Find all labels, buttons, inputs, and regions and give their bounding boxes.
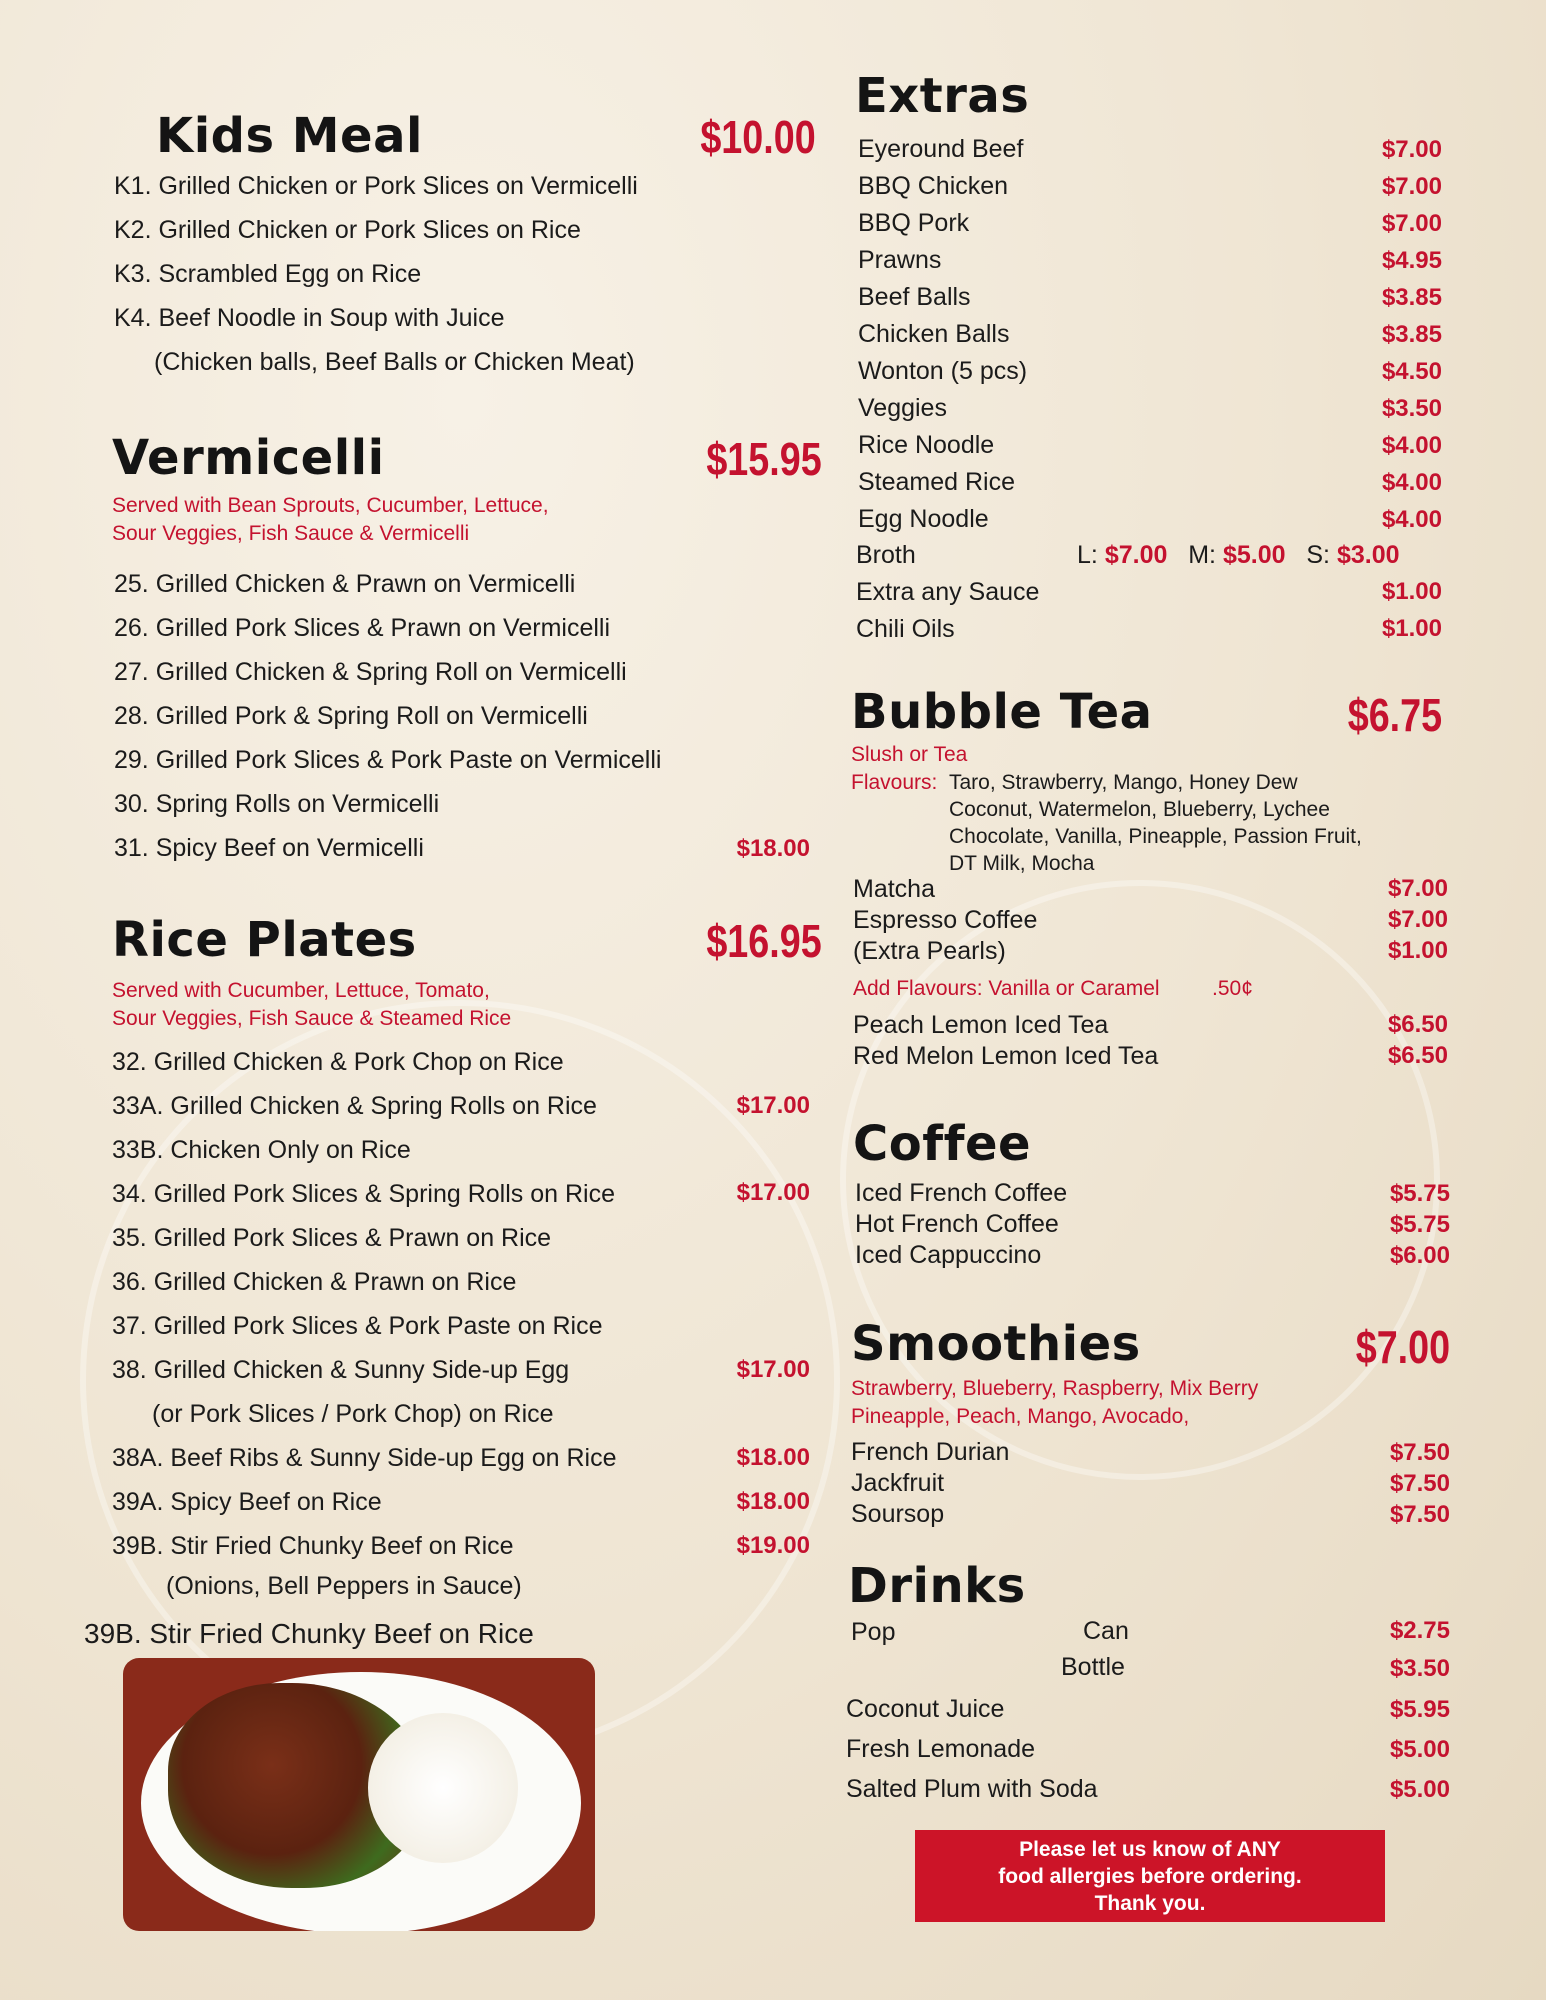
drinks-title: Drinks: [848, 1558, 1026, 1614]
broth-m-label: M:: [1188, 541, 1216, 569]
allergy-notice: [915, 1830, 1385, 1922]
kids-item: K1. Grilled Chicken or Pork Slices on Vermicelli: [114, 172, 638, 200]
bubble-tea-item-price: $1.00: [1387, 937, 1448, 964]
extras-item: Veggies: [858, 394, 947, 422]
iced-tea-item: Peach Lemon Iced Tea: [853, 1011, 1109, 1039]
rice-plate-item: 38. Grilled Chicken & Sunny Side-up Egg: [112, 1356, 570, 1384]
broth-s-label: S:: [1306, 541, 1330, 569]
kids-item: K4. Beef Noodle in Soup with Juice: [114, 304, 505, 332]
bubble-tea-subtitle: Slush or Tea: [851, 743, 968, 766]
flavour-line: Coconut, Watermelon, Blueberry, Lychee: [949, 798, 1330, 821]
rice-plate-item: 35. Grilled Pork Slices & Prawn on Rice: [112, 1224, 552, 1252]
smoothie-price: $7.50: [1389, 1439, 1450, 1466]
rice-plate-item: (Onions, Bell Peppers in Sauce): [166, 1572, 522, 1600]
broth-s-price: $3.00: [1336, 541, 1400, 569]
extras-item: Egg Noodle: [858, 505, 989, 533]
flavour-line: DT Milk, Mocha: [949, 852, 1095, 875]
flavour-line: Taro, Strawberry, Mango, Honey Dew: [949, 771, 1298, 794]
extras-item: Wonton (5 pcs): [858, 357, 1028, 385]
drinks-price: $5.00: [1389, 1776, 1450, 1803]
bubble-tea-price: $6.75: [1347, 689, 1442, 741]
extras-price: $1.00: [1381, 578, 1442, 605]
rice-plate-price: $17.00: [736, 1092, 810, 1119]
bubble-tea-title: Bubble Tea: [851, 684, 1153, 740]
flavours-label: Flavours:: [851, 771, 938, 794]
rice-plates-note: Served with Cucumber, Lettuce, Tomato,: [112, 979, 490, 1002]
extras-item: Extra any Sauce: [856, 578, 1040, 606]
bubble-tea-item: Espresso Coffee: [853, 906, 1038, 934]
extras-price: $4.00: [1381, 432, 1442, 459]
extras-price: $4.00: [1381, 506, 1442, 533]
rice-plate-item: 33A. Grilled Chicken & Spring Rolls on Rice: [112, 1092, 597, 1120]
extras-item: Chili Oils: [856, 615, 955, 643]
pop-can-price: $2.75: [1389, 1617, 1450, 1644]
rice-plates-note: Sour Veggies, Fish Sauce & Steamed Rice: [112, 1007, 512, 1030]
allergy-line: Thank you.: [1094, 1892, 1206, 1915]
broth-label: Broth: [856, 541, 916, 569]
rice-plate-item: 34. Grilled Pork Slices & Spring Rolls on Rice: [112, 1180, 615, 1208]
vermicelli-price: $15.95: [706, 433, 822, 485]
extras-item: Rice Noodle: [858, 431, 995, 459]
vermicelli-note: Sour Veggies, Fish Sauce & Vermicelli: [112, 522, 470, 545]
kids-meal-title: Kids Meal: [156, 108, 423, 164]
rice-plate-price: $18.00: [736, 1444, 810, 1471]
extras-item: Steamed Rice: [858, 468, 1016, 496]
bubble-tea-item: Matcha: [853, 875, 935, 903]
smoothie-flavours: Pineapple, Peach, Mango, Avocado,: [851, 1405, 1190, 1428]
allergy-line: food allergies before ordering.: [998, 1865, 1302, 1888]
broth-l-price: $7.00: [1104, 541, 1168, 569]
coffee-price: $5.75: [1389, 1211, 1450, 1238]
coffee-item: Iced Cappuccino: [855, 1241, 1042, 1269]
iced-tea-price: $6.50: [1387, 1042, 1448, 1069]
coffee-item: Iced French Coffee: [855, 1179, 1068, 1207]
flavour-line: Chocolate, Vanilla, Pineapple, Passion Fruit,: [949, 825, 1362, 848]
kids-item: K2. Grilled Chicken or Pork Slices on Rice: [114, 216, 581, 244]
vermicelli-note: Served with Bean Sprouts, Cucumber, Lettuce,: [112, 494, 549, 517]
vermicelli-item: 28. Grilled Pork & Spring Roll on Vermicelli: [114, 702, 588, 730]
vermicelli-item: 27. Grilled Chicken & Spring Roll on Vermicelli: [114, 658, 627, 686]
extras-price: $4.00: [1381, 469, 1442, 496]
extras-price: $4.50: [1381, 358, 1442, 385]
pop-bottle-price: $3.50: [1389, 1655, 1450, 1682]
vermicelli-item-price: $18.00: [736, 835, 810, 862]
bubble-tea-item: (Extra Pearls): [853, 937, 1006, 965]
extras-price: $4.95: [1381, 247, 1442, 274]
pop-can-label: Can: [1083, 1617, 1129, 1645]
extras-price: $3.50: [1381, 395, 1442, 422]
extras-price: $1.00: [1381, 615, 1442, 642]
smoothies-title: Smoothies: [851, 1316, 1141, 1372]
extras-price: $7.00: [1381, 173, 1442, 200]
extras-price: $7.00: [1381, 210, 1442, 237]
kids-item: K3. Scrambled Egg on Rice: [114, 260, 422, 288]
smoothie-item: French Durian: [851, 1438, 1010, 1466]
allergy-line: Please let us know of ANY: [1019, 1838, 1281, 1861]
extras-price: $3.85: [1381, 321, 1442, 348]
drinks-price: $5.00: [1389, 1736, 1450, 1763]
extras-item: Eyeround Beef: [858, 135, 1024, 163]
drinks-item: Coconut Juice: [846, 1695, 1005, 1723]
beef-on-rice-photo: [123, 1658, 595, 1931]
broth-m-price: $5.00: [1222, 541, 1286, 569]
vermicelli-title: Vermicelli: [112, 430, 385, 486]
add-flavours: Add Flavours: Vanilla or Caramel: [853, 977, 1160, 1000]
smoothie-item: Jackfruit: [851, 1469, 945, 1497]
extras-item: BBQ Pork: [858, 209, 970, 237]
vermicelli-item: 31. Spicy Beef on Vermicelli: [114, 834, 424, 862]
steamed-rice: [368, 1713, 518, 1863]
vermicelli-item: 29. Grilled Pork Slices & Pork Paste on Vermicelli: [114, 746, 662, 774]
rice-plate-item: 37. Grilled Pork Slices & Pork Paste on Rice: [112, 1312, 603, 1340]
coffee-price: $5.75: [1389, 1180, 1450, 1207]
coffee-price: $6.00: [1389, 1242, 1450, 1269]
smoothie-price: $7.50: [1389, 1470, 1450, 1497]
extras-item: Prawns: [858, 246, 942, 274]
rice-plate-price: $17.00: [736, 1356, 810, 1383]
extras-price: $7.00: [1381, 136, 1442, 163]
rice-plate-price: $19.00: [736, 1532, 810, 1559]
broth-sizes: [1077, 541, 1400, 570]
extras-item: BBQ Chicken: [858, 172, 1009, 200]
bubble-tea-item-price: $7.00: [1387, 906, 1448, 933]
rice-plate-item: 39A. Spicy Beef on Rice: [112, 1488, 382, 1516]
rice-plate-item: 39B. Stir Fried Chunky Beef on Rice: [112, 1532, 514, 1560]
pop-bottle-label: Bottle: [1061, 1653, 1125, 1681]
vermicelli-item: 25. Grilled Chicken & Prawn on Vermicelli: [114, 570, 576, 598]
iced-tea-item: Red Melon Lemon Iced Tea: [853, 1042, 1159, 1070]
rice-plate-item: 32. Grilled Chicken & Pork Chop on Rice: [112, 1048, 564, 1076]
rice-plate-item: 33B. Chicken Only on Rice: [112, 1136, 411, 1164]
rice-plate-item: 38A. Beef Ribs & Sunny Side-up Egg on Rice: [112, 1444, 617, 1472]
kids-item: (Chicken balls, Beef Balls or Chicken Meat): [154, 348, 635, 376]
coffee-item: Hot French Coffee: [855, 1210, 1059, 1238]
drinks-item: Salted Plum with Soda: [846, 1775, 1098, 1803]
iced-tea-price: $6.50: [1387, 1011, 1448, 1038]
rice-plate-price: $17.00: [736, 1179, 810, 1206]
smoothie-flavours: Strawberry, Blueberry, Raspberry, Mix Berry: [851, 1377, 1259, 1400]
extras-title: Extras: [855, 68, 1030, 124]
drinks-price: $5.95: [1389, 1696, 1450, 1723]
extras-item: Chicken Balls: [858, 320, 1010, 348]
coffee-title: Coffee: [853, 1116, 1032, 1172]
pop-label: Pop: [851, 1618, 896, 1646]
extras-item: Beef Balls: [858, 283, 971, 311]
vermicelli-item: 26. Grilled Pork Slices & Prawn on Vermicelli: [114, 614, 611, 642]
vermicelli-item: 30. Spring Rolls on Vermicelli: [114, 790, 440, 818]
add-flavours-price: .50¢: [1212, 977, 1253, 1000]
bubble-tea-item-price: $7.00: [1387, 875, 1448, 902]
rice-plate-price: $18.00: [736, 1488, 810, 1515]
broth-l-label: L:: [1077, 541, 1098, 569]
smoothie-item: Soursop: [851, 1500, 945, 1528]
rice-plate-item: 36. Grilled Chicken & Prawn on Rice: [112, 1268, 517, 1296]
drinks-item: Fresh Lemonade: [846, 1735, 1036, 1763]
extras-price: $3.85: [1381, 284, 1442, 311]
rice-plate-item: (or Pork Slices / Pork Chop) on Rice: [152, 1400, 554, 1428]
smoothies-price: $7.00: [1355, 1321, 1450, 1373]
rice-plates-title: Rice Plates: [112, 912, 417, 968]
rice-plates-price: $16.95: [706, 915, 822, 967]
smoothie-price: $7.50: [1389, 1501, 1450, 1528]
photo-caption: 39B. Stir Fried Chunky Beef on Rice: [84, 1618, 534, 1649]
kids-meal-price: $10.00: [700, 111, 816, 163]
